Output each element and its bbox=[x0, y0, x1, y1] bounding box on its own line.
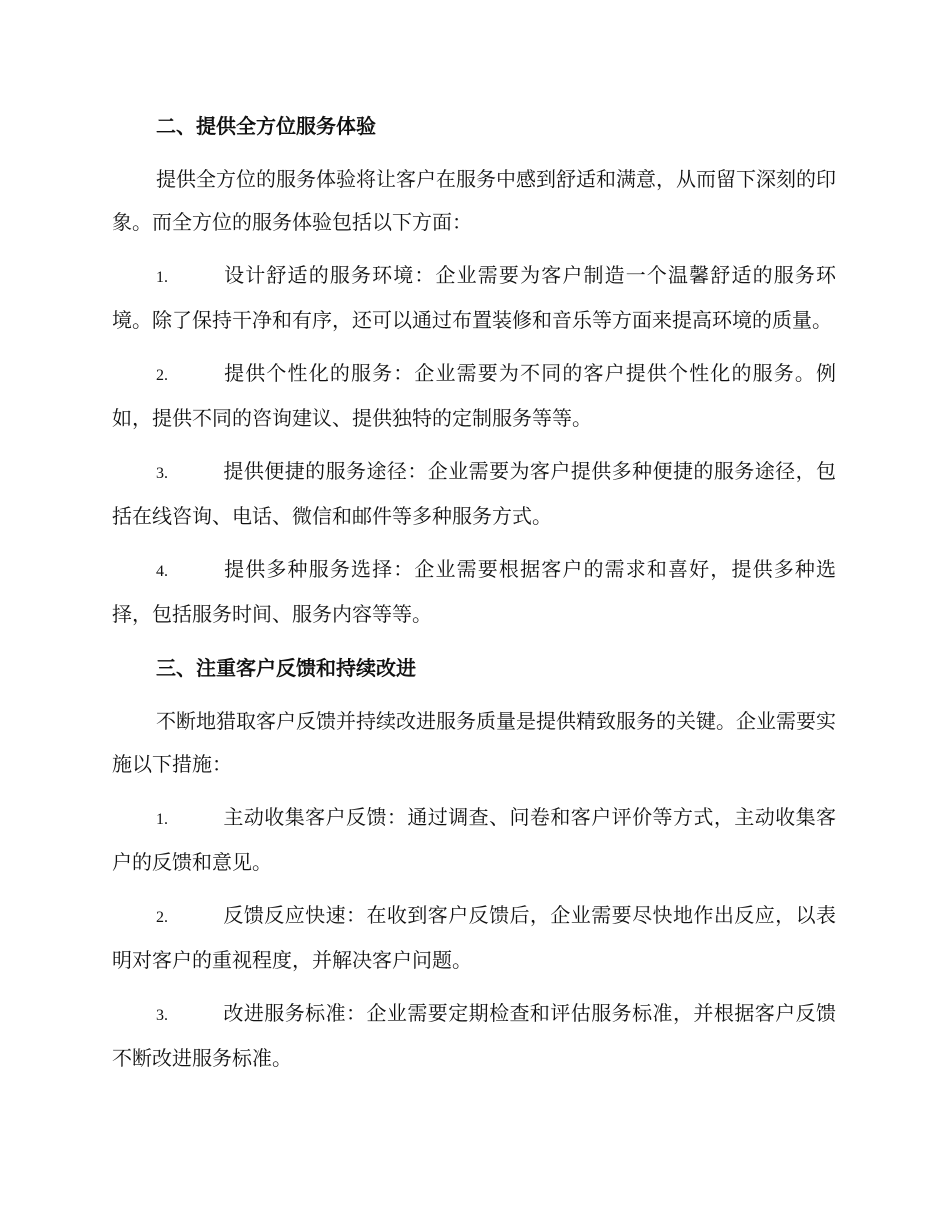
list-item-text: 主动收集客户反馈：通过调查、问卷和客户评价等方式，主动收集客户的反馈和意见。 bbox=[112, 805, 836, 874]
list-item-text: 提供个性化的服务：企业需要为不同的客户提供个性化的服务。例如，提供不同的咨询建议、提供独特的定制服务等等。 bbox=[112, 361, 836, 430]
list-item-number: 3. bbox=[156, 465, 168, 482]
list-item-text: 改进服务标准：企业需要定期检查和评估服务标准，并根据客户反馈不断改进服务标准。 bbox=[112, 1001, 836, 1070]
list-item-number: 1. bbox=[156, 811, 168, 828]
list-item-text: 提供便捷的服务途径：企业需要为客户提供多种便捷的服务途径，包括在线咨询、电话、微信和邮件等多种服务方式。 bbox=[112, 459, 836, 528]
section-heading: 二、提供全方位服务体验 bbox=[156, 114, 376, 138]
list-item-number: 2. bbox=[156, 367, 168, 384]
section-heading: 三、注重客户反馈和持续改进 bbox=[156, 656, 416, 680]
list-item bbox=[112, 796, 836, 884]
list-item-text: 反馈反应快速：在收到客户反馈后，企业需要尽快地作出反应，以表明对客户的重视程度，并解决客户问题。 bbox=[112, 903, 836, 972]
section-intro: 提供全方位的服务体验将让客户在服务中感到舒适和满意，从而留下深刻的印象。而全方位的服务体验包括以下方面： bbox=[112, 167, 836, 234]
list-item bbox=[112, 352, 836, 440]
list-item-number: 4. bbox=[156, 563, 168, 580]
list-item bbox=[112, 894, 836, 982]
list-item-text: 提供多种服务选择：企业需要根据客户的需求和喜好，提供多种选择，包括服务时间、服务内容等等。 bbox=[112, 557, 836, 626]
list-item-number: 2. bbox=[156, 909, 168, 926]
list-item-number: 1. bbox=[156, 269, 168, 286]
list-item bbox=[112, 254, 836, 342]
list-item-text: 设计舒适的服务环境：企业需要为客户制造一个温馨舒适的服务环境。除了保持干净和有序，还可以通过布置装修和音乐等方面来提高环境的质量。 bbox=[112, 263, 836, 332]
list-item-number: 3. bbox=[156, 1007, 168, 1024]
list-item bbox=[112, 548, 836, 636]
list-item bbox=[112, 992, 836, 1080]
list-item bbox=[112, 450, 836, 538]
document-body bbox=[112, 104, 836, 1090]
section-intro: 不断地猎取客户反馈并持续改进服务质量是提供精致服务的关键。企业需要实施以下措施： bbox=[112, 709, 836, 776]
